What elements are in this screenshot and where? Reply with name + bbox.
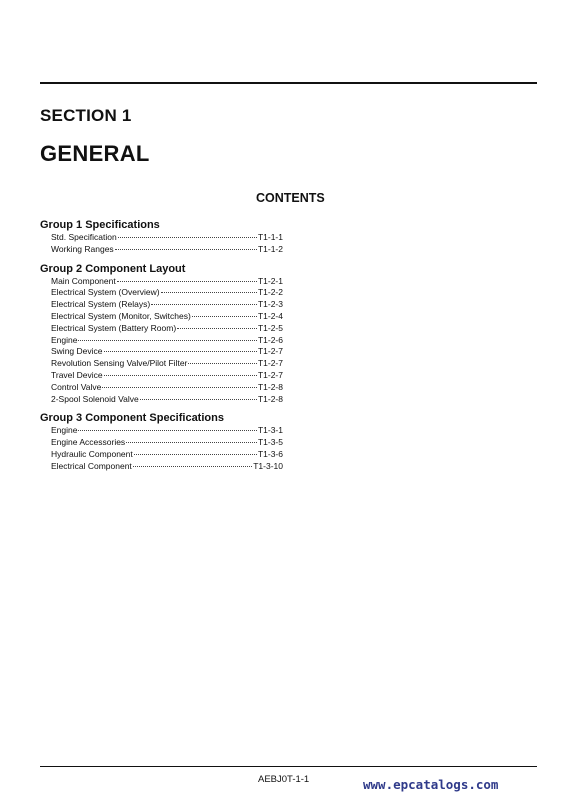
toc-entry-page: T1-2-7 <box>257 358 283 369</box>
dot-leader <box>126 441 257 443</box>
toc-entry-page: T1-2-7 <box>257 369 283 380</box>
dot-leader <box>118 236 257 238</box>
dot-leader <box>78 429 256 431</box>
toc-entry-label: Control Valve <box>51 381 102 392</box>
toc-group <box>40 262 290 406</box>
toc-entry-label: Main Component <box>51 275 116 286</box>
toc-entry[interactable] <box>51 358 283 370</box>
toc-entry-label: Engine Accessories <box>51 437 126 448</box>
toc-entry[interactable] <box>51 382 283 394</box>
toc-entry[interactable] <box>51 437 283 449</box>
toc-entry-page: T1-2-6 <box>257 334 283 345</box>
chapter-title: GENERAL <box>40 141 150 166</box>
toc-entry[interactable] <box>51 299 283 311</box>
toc-entry-page: T1-1-1 <box>257 232 283 242</box>
dot-leader <box>134 453 257 455</box>
toc-entry[interactable] <box>51 346 283 358</box>
toc-group-title: Group 1 Specifications <box>40 219 160 231</box>
toc-group-title: Group 3 Component Specifications <box>40 412 224 425</box>
toc-entry-label: Electrical System (Monitor, Switches) <box>51 310 191 321</box>
toc-entry-page: T1-3-10 <box>253 460 283 471</box>
dot-leader <box>78 339 256 341</box>
toc-entry-label: Electrical Component <box>51 460 132 471</box>
dot-leader <box>115 248 257 250</box>
section-label: SECTION 1 <box>40 106 132 125</box>
toc-entry[interactable] <box>51 370 283 382</box>
toc-entry-page: T1-2-2 <box>257 287 283 298</box>
toc-entry[interactable] <box>51 323 283 335</box>
toc-entry-label: Hydraulic Component <box>51 448 133 459</box>
toc-entry[interactable] <box>51 461 283 473</box>
watermark-text: www.epcatalogs.com <box>363 777 499 792</box>
toc-entry-label: Working Ranges <box>51 243 114 254</box>
toc-entry[interactable] <box>51 394 283 406</box>
toc-entry-label: Std. Specification <box>51 232 117 242</box>
toc-group <box>40 411 290 472</box>
toc-entry[interactable] <box>51 287 283 299</box>
toc-group <box>40 218 290 256</box>
toc-entry-label: 2-Spool Solenoid Valve <box>51 393 139 404</box>
toc-group-title: Group 2 Component Layout <box>40 262 186 275</box>
toc-entry-label: Electrical System (Relays) <box>51 299 151 310</box>
footer-rule <box>40 766 537 767</box>
toc-entry-page: T1-2-3 <box>257 299 283 310</box>
toc-entry-page: T1-3-6 <box>257 448 283 459</box>
table-of-contents <box>40 218 290 474</box>
toc-entry-page: T1-2-8 <box>257 393 283 404</box>
toc-entry-label: Travel Device <box>51 369 103 380</box>
dot-leader <box>188 362 257 364</box>
contents-heading: CONTENTS <box>256 191 325 205</box>
dot-leader <box>177 327 257 329</box>
toc-entry-page: T1-2-7 <box>257 346 283 357</box>
page-code: AEBJ0T-1-1 <box>258 774 310 785</box>
toc-entry[interactable] <box>51 425 283 437</box>
toc-entry-label: Engine <box>51 334 78 345</box>
toc-entry-label: Electrical System (Battery Room) <box>51 322 177 333</box>
toc-entry-label: Electrical System (Overview) <box>51 287 160 298</box>
toc-entry-page: T1-2-1 <box>257 275 283 286</box>
header-rule <box>40 82 537 84</box>
toc-entry-label: Engine <box>51 425 78 436</box>
toc-entry-page: T1-2-8 <box>257 381 283 392</box>
toc-entry[interactable] <box>51 232 283 244</box>
dot-leader <box>140 398 257 400</box>
toc-entry[interactable] <box>51 276 283 288</box>
toc-entry[interactable] <box>51 335 283 347</box>
dot-leader <box>117 280 257 282</box>
dot-leader <box>161 291 257 293</box>
toc-entry[interactable] <box>51 244 283 256</box>
dot-leader <box>133 465 252 467</box>
toc-entry-label: Swing Device <box>51 346 103 357</box>
toc-entry-label: Revolution Sensing Valve/Pilot Filter <box>51 358 188 369</box>
toc-entry-page: T1-2-5 <box>257 322 283 333</box>
dot-leader <box>192 315 257 317</box>
dot-leader <box>151 303 257 305</box>
dot-leader <box>102 386 257 388</box>
toc-entry[interactable] <box>51 449 283 461</box>
toc-entry-page: T1-1-2 <box>257 243 283 254</box>
toc-entry-page: T1-2-4 <box>257 310 283 321</box>
dot-leader <box>104 350 257 352</box>
dot-leader <box>104 374 257 376</box>
toc-entry-page: T1-3-1 <box>257 425 283 436</box>
toc-entry-page: T1-3-5 <box>257 437 283 448</box>
toc-entry[interactable] <box>51 311 283 323</box>
